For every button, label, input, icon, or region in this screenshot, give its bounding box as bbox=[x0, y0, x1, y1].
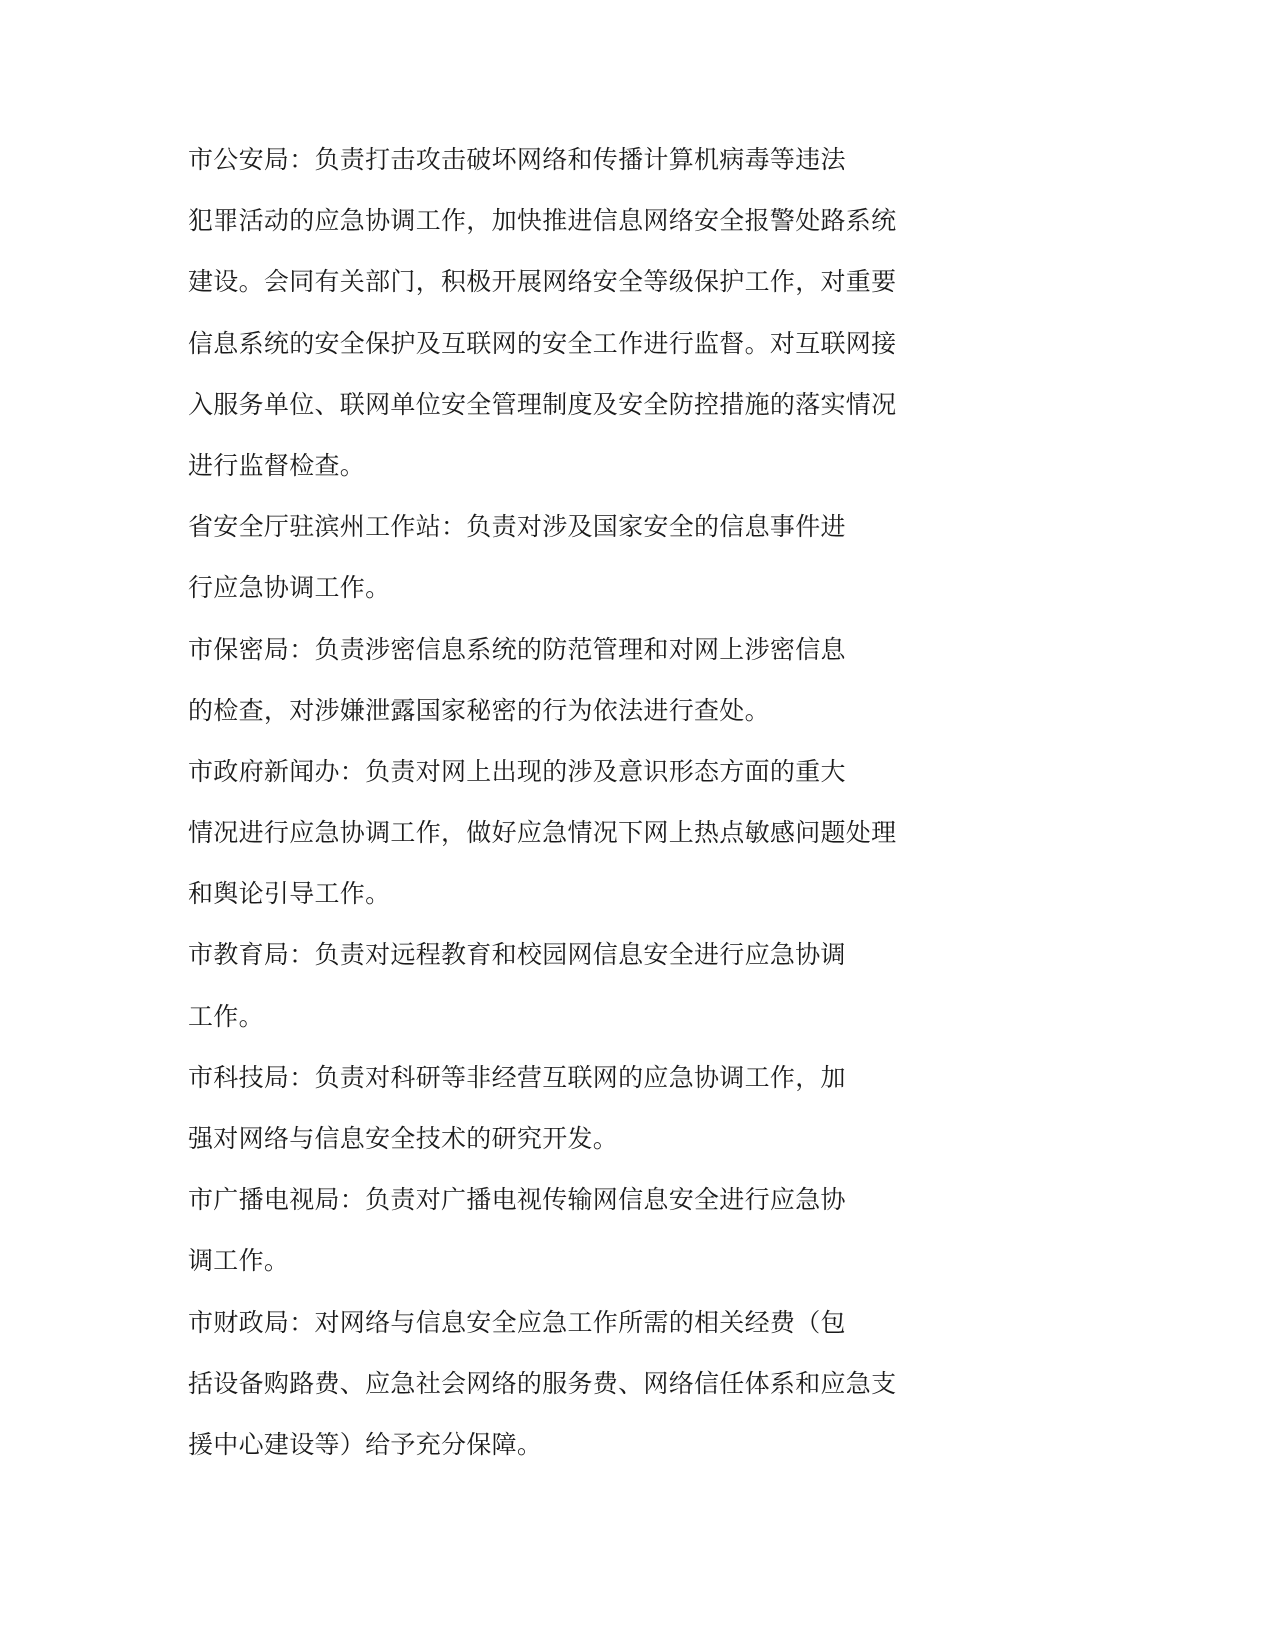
text-line: 行应急协调工作。 bbox=[188, 573, 391, 603]
text-line: 建设。会同有关部门，积极开展网络安全等级保护工作，对重要 bbox=[188, 267, 897, 297]
text-line: 工作。 bbox=[188, 1001, 264, 1031]
text-line: 括设备购路费、应急社会网络的服务费、网络信任体系和应急支 bbox=[188, 1368, 897, 1398]
text-line: 市公安局：负责打击攻击破坏网络和传播计算机病毒等违法 bbox=[188, 145, 846, 174]
text-line: 的检查，对涉嫌泄露国家秘密的行为依法进行查处。 bbox=[188, 695, 770, 725]
text-line: 进行监督检查。 bbox=[188, 450, 366, 480]
text-line: 调工作。 bbox=[188, 1246, 290, 1276]
text-line: 省安全厅驻滨州工作站：负责对涉及国家安全的信息事件进 bbox=[188, 512, 846, 542]
text-line: 市保密局：负责涉密信息系统的防范管理和对网上涉密信息 bbox=[188, 634, 846, 664]
text-line: 入服务单位、联网单位安全管理制度及安全防控措施的落实情况 bbox=[188, 389, 897, 419]
text-line: 和舆论引导工作。 bbox=[188, 879, 391, 909]
text-line: 市教育局：负责对远程教育和校园网信息安全进行应急协调 bbox=[188, 940, 846, 970]
text-line: 援中心建设等）给予充分保障。 bbox=[188, 1429, 543, 1459]
text-line: 情况进行应急协调工作，做好应急情况下网上热点敏感问题处理 bbox=[188, 818, 897, 848]
text-line: 市科技局：负责对科研等非经营互联网的应急协调工作，加 bbox=[188, 1062, 846, 1092]
text-line: 市广播电视局：负责对广播电视传输网信息安全进行应急协 bbox=[188, 1185, 846, 1215]
body-text bbox=[188, 140, 908, 1486]
text-line: 市政府新闻办：负责对网上出现的涉及意识形态方面的重大 bbox=[188, 756, 846, 786]
text-line: 犯罪活动的应急协调工作，加快推进信息网络安全报警处路系统 bbox=[188, 206, 897, 236]
text-line: 强对网络与信息安全技术的研究开发。 bbox=[188, 1124, 619, 1153]
text-line: 信息系统的安全保护及互联网的安全工作进行监督。对互联网接 bbox=[188, 328, 897, 358]
text-line: 市财政局：对网络与信息安全应急工作所需的相关经费（包 bbox=[188, 1307, 846, 1337]
